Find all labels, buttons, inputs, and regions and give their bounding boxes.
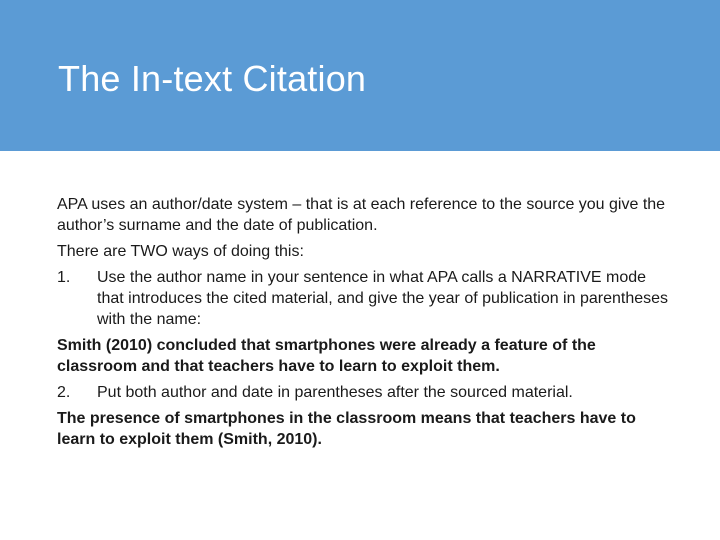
list-number-2: 2. [57,384,71,401]
list-item-1 [57,267,677,330]
list-text-2: Put both author and date in parentheses after the sourced material. [97,384,573,401]
example-parenthetical: The presence of smartphones in the classroom means that teachers have to learn to exploit them (Smith, 2010). [57,410,636,448]
ways-paragraph: There are TWO ways of doing this: [57,243,304,260]
list-item-2 [57,382,677,403]
intro-paragraph: APA uses an author/date system – that is at each reference to the source you give the author’s surname and the date of publication. [57,196,666,234]
slide-body [57,194,677,455]
list-number-1: 1. [57,269,71,286]
slide-title: The In-text Citation [58,58,367,99]
example-narrative: Smith (2010) concluded that smartphones were already a feature of the classroom and that teachers have to learn to exploit them. [57,337,596,375]
list-text-1: Use the author name in your sentence in what APA calls a NARRATIVE mode that introduces the cited material, and give the year of publication in parentheses with the name: [97,269,669,328]
title-bar [0,0,720,151]
